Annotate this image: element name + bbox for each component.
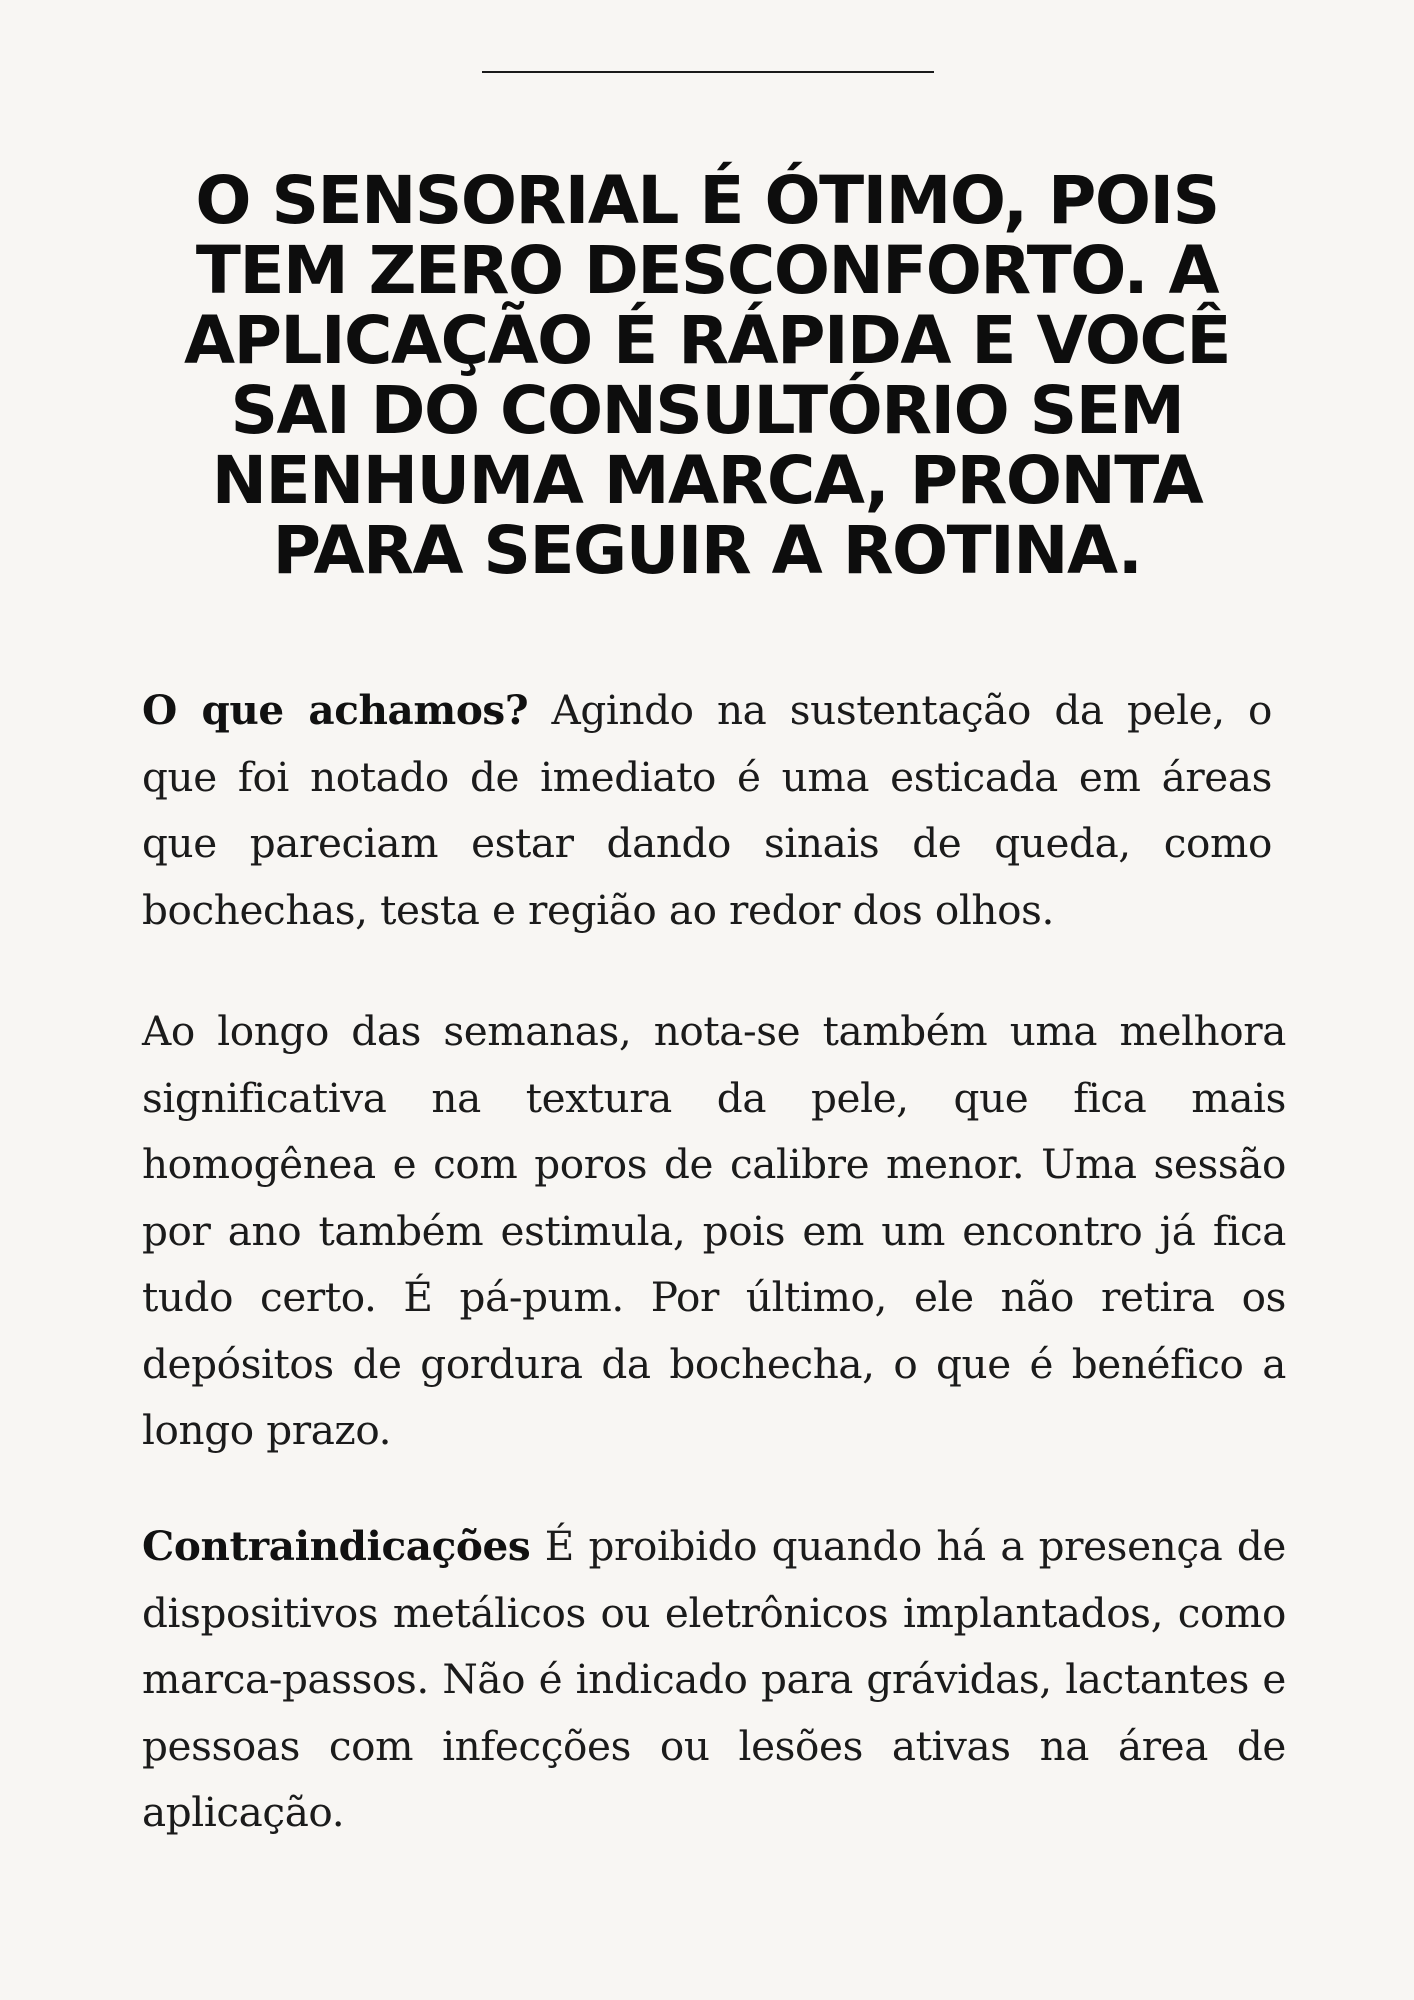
paragraph-lead: O que achamos?: [142, 686, 529, 734]
paragraph-contraindications: [142, 1513, 1286, 1846]
paragraph-opinion: [142, 677, 1272, 943]
paragraph-text: É proibido quando há a presença de dispositivos metálicos ou eletrônicos implantados, como marca-passos. Não é indicado para grávidas, lactantes e pessoas com infecções ou lesões ativas na área de aplicação.: [142, 1522, 1286, 1836]
top-divider: [482, 71, 934, 73]
paragraph-lead: Contraindicações: [142, 1522, 531, 1570]
paragraph-text: Ao longo das semanas, nota-se também uma melhora significativa na textura da pele, que fica mais homogênea e com poros de calibre menor. Uma sessão por ano também estimula, pois em um encontro já fica tudo certo. É pá-pum. Por último, ele não retira os depósitos de gordura da bochecha, o que é benéfico a longo prazo.: [142, 1007, 1286, 1454]
paragraph-text: Agindo na sustentação da pele, o que foi notado de imediato é uma esticada em áreas que pareciam estar dando sinais de queda, como bochechas, testa e região ao redor dos olhos.: [142, 686, 1273, 934]
pull-quote-headline: O SENSORIAL É ÓTIMO, POIS TEM ZERO DESCONFORTO. A APLICAÇÃO É RÁPIDA E VOCÊ SAI DO CONSULTÓRIO SEM NENHUMA MARCA, PRONTA PARA SEGUIR A ROTINA.: [183, 162, 1231, 589]
paragraph-results: [142, 998, 1286, 1464]
